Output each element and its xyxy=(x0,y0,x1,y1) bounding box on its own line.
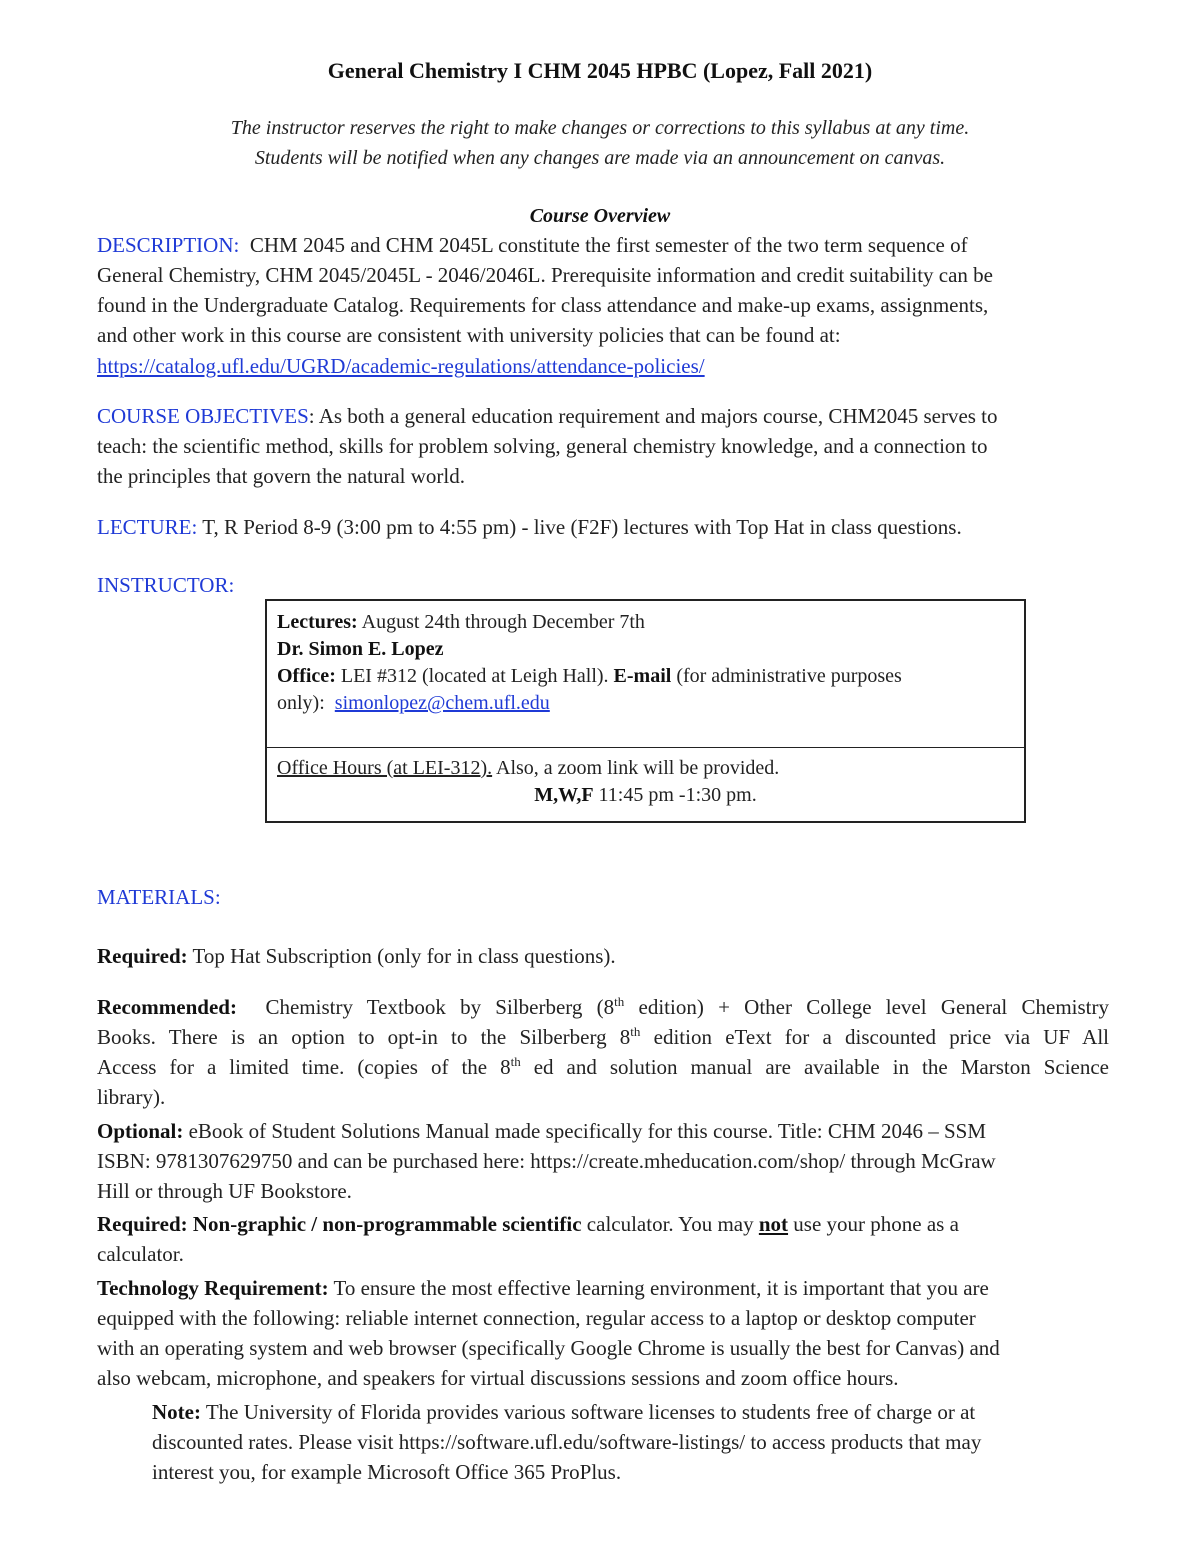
optional-label: Optional: xyxy=(97,1119,184,1143)
note-label: Note: xyxy=(152,1400,201,1424)
email-line xyxy=(277,690,550,717)
instructor-box xyxy=(265,599,1026,823)
lecture-text: T, R Period 8-9 (3:00 pm to 4:55 pm) - live (F2F) lectures with Top Hat in class questions. xyxy=(202,515,962,539)
note-line-2: discounted rates. Please visit https://software.ufl.edu/software-listings/ to access products that may xyxy=(152,1430,982,1454)
attendance-policy-link[interactable]: https://catalog.ufl.edu/UGRD/academic-regulations/attendance-policies/ xyxy=(97,354,705,378)
superscript: th xyxy=(510,1054,521,1069)
office-label: Office: xyxy=(277,665,336,687)
tech-line-2: equipped with the following: reliable internet connection, regular access to a laptop or desktop computer xyxy=(97,1306,976,1330)
note-line-3: interest you, for example Microsoft Office 365 ProPlus. xyxy=(152,1460,622,1484)
instructor-label: INSTRUCTOR: xyxy=(97,573,235,597)
page-title: General Chemistry I CHM 2045 HPBC (Lopez, Fall 2021) xyxy=(327,58,873,83)
recommended-text-2a: Books. There is an option to opt-in to the Silberberg 8 xyxy=(97,1025,631,1049)
required-label: Required: xyxy=(97,944,188,968)
calculator-not: not xyxy=(758,1212,789,1236)
office-hours-days: M,W,F xyxy=(534,784,594,806)
recommended-line-2 xyxy=(97,1022,1109,1052)
email-label: E-mail xyxy=(613,665,672,687)
email-link[interactable]: simonlopez@chem.ufl.edu xyxy=(334,692,550,714)
recommended-line-1 xyxy=(97,992,1109,1022)
objectives-label: COURSE OBJECTIVES xyxy=(97,404,309,428)
office-hours-time-line xyxy=(267,782,1024,809)
description-line-1 xyxy=(97,230,968,260)
calculator-text-b: use your phone as a xyxy=(793,1212,959,1236)
notice-line-2: Students will be notified when any changes are made via an announcement on canvas. xyxy=(254,147,946,169)
note-text: The University of Florida provides various software licenses to students free of charge or at xyxy=(205,1400,976,1424)
description-line-4: and other work in this course are consistent with university policies that can be found at: xyxy=(97,323,841,347)
recommended-label: Recommended: xyxy=(97,995,237,1019)
calculator-line-2: calculator. xyxy=(97,1242,184,1266)
office-hours-label: Office Hours (at LEI-312). xyxy=(277,757,493,779)
tech-line-4: also webcam, microphone, and speakers for virtual discussions sessions and zoom office hours. xyxy=(97,1366,899,1390)
tech-text: To ensure the most effective learning environment, it is important that you are xyxy=(333,1276,989,1300)
description-line-2: General Chemistry, CHM 2045/2045L - 2046/2046L. Prerequisite information and credit suitability can be xyxy=(97,263,994,287)
office-line xyxy=(277,663,902,690)
required-line xyxy=(97,941,616,971)
optional-line-3: Hill or through UF Bookstore. xyxy=(97,1179,352,1203)
description-line-3: found in the Undergraduate Catalog. Requirements for class attendance and make-up exams, assignments, xyxy=(97,293,989,317)
superscript: th xyxy=(614,994,625,1009)
instructor-name: Dr. Simon E. Lopez xyxy=(277,638,444,660)
tech-label: Technology Requirement: xyxy=(97,1276,329,1300)
office-hours-note: Also, a zoom link will be provided. xyxy=(496,757,780,779)
tech-line-1 xyxy=(97,1273,989,1303)
recommended-text-1b: edition) + Other College level General Chemistry xyxy=(638,995,1110,1019)
materials-label: MATERIALS: xyxy=(97,885,221,909)
recommended-line-3 xyxy=(97,1052,1109,1082)
lecture-label: LECTURE: xyxy=(97,515,198,539)
recommended-text-3b: ed and solution manual are available in the Marston Science xyxy=(533,1055,1109,1079)
objectives-line-3: the principles that govern the natural world. xyxy=(97,464,465,488)
calculator-line-1 xyxy=(97,1209,959,1239)
superscript: th xyxy=(630,1024,641,1039)
objectives-line-2: teach: the scientific method, skills for problem solving, general chemistry knowledge, and a connection to xyxy=(97,434,988,458)
optional-text: eBook of Student Solutions Manual made specifically for this course. Title: CHM 2046 – SSM xyxy=(188,1119,986,1143)
notice-line-1: The instructor reserves the right to make changes or corrections to this syllabus at any time. xyxy=(230,117,970,139)
optional-line-1 xyxy=(97,1116,986,1146)
lectures-label: Lectures: xyxy=(277,611,358,633)
recommended-text-3a: Access for a limited time. (copies of the 8 xyxy=(97,1055,511,1079)
office-hours-time: 11:45 pm -1:30 pm. xyxy=(598,784,757,806)
optional-line-2: ISBN: 9781307629750 and can be purchased here: https://create.mheducation.com/shop/ through McGraw xyxy=(97,1149,996,1173)
description-text: CHM 2045 and CHM 2045L constitute the first semester of the two term sequence of xyxy=(249,233,968,257)
lectures-dates: August 24th through December 7th xyxy=(361,611,645,633)
recommended-text-2b: edition eText for a discounted price via UF All xyxy=(653,1025,1110,1049)
calculator-label: Required: Non-graphic / non-programmable scientific xyxy=(97,1212,582,1236)
note-line-1 xyxy=(152,1397,975,1427)
description-label: DESCRIPTION: xyxy=(97,233,240,257)
recommended-line-4: library). xyxy=(97,1085,166,1109)
objectives-line-1 xyxy=(97,401,998,431)
lectures-dates-line xyxy=(277,609,645,636)
office-hours-line xyxy=(277,755,779,782)
tech-line-3: with an operating system and web browser (specifically Google Chrome is usually the best for Canvas) and xyxy=(97,1336,1000,1360)
email-text-2: only): xyxy=(277,692,325,714)
required-text: Top Hat Subscription (only for in class questions). xyxy=(192,944,616,968)
objectives-text: : As both a general education requirement and majors course, CHM2045 serves to xyxy=(308,404,998,428)
box-divider xyxy=(267,747,1024,748)
email-text: (for administrative purposes xyxy=(676,665,902,687)
recommended-text-1a: Chemistry Textbook by Silberberg (8 xyxy=(265,995,615,1019)
calculator-text-a: calculator. You may xyxy=(586,1212,754,1236)
lecture-line xyxy=(97,512,962,542)
office-text: LEI #312 (located at Leigh Hall). xyxy=(340,665,609,687)
section-heading: Course Overview xyxy=(529,205,671,227)
